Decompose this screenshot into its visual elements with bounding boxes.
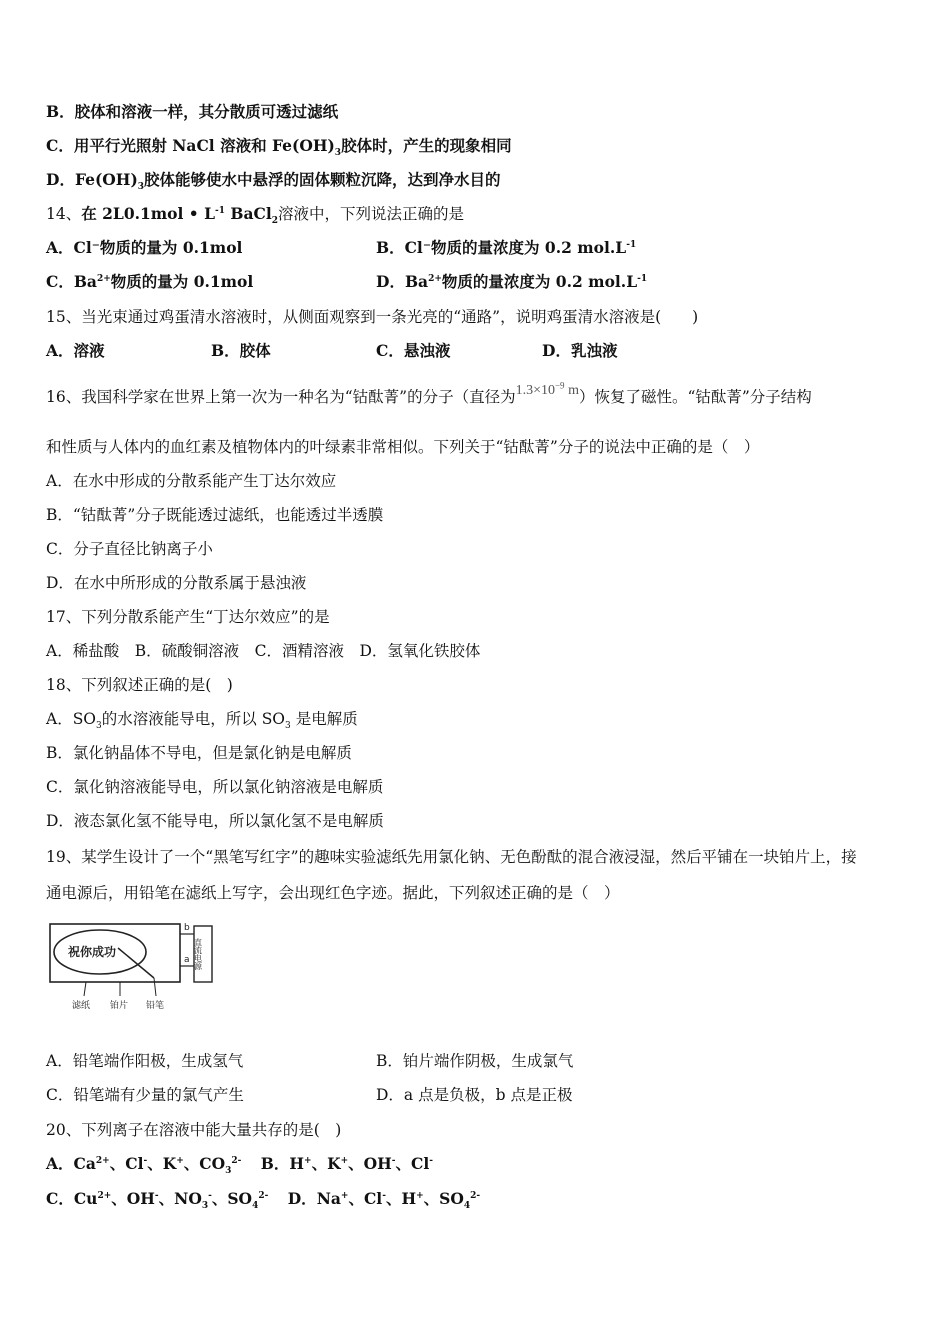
label-b: b: [184, 923, 190, 933]
molecule-diameter: $1.3\times 10^{-9}$ m: [515, 380, 579, 398]
q19-stem-line2: 通电源后，用铅笔在滤纸上写字，会出现红色字迹。据此，下列叙述正确的是（ ）: [46, 884, 620, 902]
q15-option-b: B．胶体: [211, 341, 271, 360]
ion-list: [316, 1189, 481, 1212]
label-a: a: [184, 955, 190, 965]
q14-options-row1: [46, 238, 906, 258]
q13-option-b: B．胶体和溶液一样，其分散质可透过滤纸: [46, 102, 339, 121]
q15-option-a: A．溶液: [46, 341, 105, 360]
ion: 、K+: [147, 1154, 184, 1173]
q16-stem-line2: 和性质与人体内的血红素及植物体内的叶绿素非常相似。下列关于“钴酞菁”分子的说法中正确的是（ ）: [46, 438, 760, 456]
ion-list: [73, 1154, 242, 1177]
q20-option-d: D．Na+、Cl-、H+、$SO_4^{2-}$: [287, 1189, 481, 1212]
pencil-line: [118, 948, 154, 978]
q18-option-b: B．氯化钠晶体不导电，但是氯化钠是电解质: [46, 744, 352, 762]
q14-option-a: A．Cl⁻物质的量为 0.1mol: [46, 238, 243, 257]
q14-option-c: C．$Ba^{2+}$物质的量为 0.1mol: [46, 272, 254, 291]
q14-options-row2: [46, 272, 906, 292]
power-supply-text: 直流电源: [193, 938, 203, 970]
q13-option-d: D．$Fe(OH)_3$胶体能够使水中悬浮的固体颗粒沉降，达到净水目的: [46, 170, 501, 193]
q19-option-b: B．铂片端作阴极，生成氯气: [376, 1052, 574, 1070]
ion: 、Cl-: [109, 1154, 148, 1173]
q14-stem: 14、在 2L0.1mol • $L^{-1}$ BaCl$_2$溶液中，下列说法正确的是: [46, 204, 465, 227]
q17-options: A．稀盐酸 B．硫酸铜溶液 C．酒精溶液 D．氢氧化铁胶体: [46, 642, 481, 660]
paper-text: 祝你成功: [68, 945, 117, 959]
ion: 、K+: [311, 1154, 349, 1173]
ion-list: [73, 1189, 269, 1212]
q19-options-row1: [46, 1051, 906, 1071]
q15-stem: 15、当光束通过鸡蛋清水溶液时，从侧面观察到一条光亮的“通路”，说明鸡蛋清水溶液是( ): [46, 308, 699, 326]
q20-options-row2: [46, 1189, 481, 1212]
electrolysis-diagram: [46, 920, 236, 1010]
ion: $Ca^{2+}$: [73, 1154, 110, 1173]
ion: 、Cl-: [395, 1154, 433, 1173]
q16-option-d: D．在水中所形成的分散系属于悬浊液: [46, 574, 307, 592]
q18-option-c: C．氯化钠溶液能导电，所以氯化钠溶液是电解质: [46, 778, 384, 796]
ion: 、$NO_3^-$: [158, 1189, 212, 1212]
q18-option-a: A．$SO_3$的水溶液能导电，所以 $SO_3$ 是电解质: [46, 710, 358, 732]
q19-option-d: D．a 点是负极，b 点是正极: [376, 1086, 573, 1104]
q19-options-row2: [46, 1085, 906, 1105]
ion: 、OH-: [348, 1154, 396, 1173]
ion: 、Cl-: [348, 1189, 386, 1208]
q20-option-c: C．$Cu^{2+}$、OH-、$NO_3^-$、$SO_4^{2-}$: [46, 1189, 269, 1212]
ion: 、$SO_4^{2-}$: [211, 1189, 269, 1212]
q15-option-c: C．悬浊液: [376, 341, 451, 360]
q16-option-b: B．“钴酞菁”分子既能透过滤纸，也能透过半透膜: [46, 506, 384, 524]
ion: 、$CO_3^{2-}$: [183, 1154, 242, 1177]
q20-option-b: B．H+、K+、OH-、Cl-: [260, 1154, 433, 1173]
q13-option-c: C．用平行光照射 NaCl 溶液和 $Fe(OH)_3$胶体时，产生的现象相同: [46, 136, 512, 159]
q20-stem: 20、下列离子在溶液中能大量共存的是( ): [46, 1121, 342, 1139]
label-filter: 滤纸: [72, 1001, 91, 1010]
q17-stem: 17、下列分散系能产生“丁达尔效应”的是: [46, 608, 330, 626]
ion-list: [289, 1154, 433, 1173]
q18-option-d: D．液态氯化氢不能导电，所以氯化氢不是电解质: [46, 812, 384, 830]
ion: H+: [289, 1154, 312, 1173]
q19-option-c: C．铅笔端有少量的氯气产生: [46, 1086, 244, 1104]
label-plate: 铂片: [110, 1001, 129, 1010]
q15-option-d: D．乳浊液: [542, 341, 618, 360]
q16-stem-line1: 16、我国科学家在世界上第一次为一种名为“钴酞菁”的分子（直径为$1.3\times 10^{-9}$ m）恢复了磁性。“钴酞菁”分子结构: [46, 380, 812, 406]
q19-stem-line1: 19、某学生设计了一个“黑笔写红字”的趣味实验滤纸先用氯化钠、无色酚酞的混合液浸湿，然后平铺在一块铂片上，接: [46, 848, 857, 866]
q19-option-a: A．铅笔端作阳极，生成氢气: [46, 1052, 244, 1070]
label-pencil: 铅笔: [146, 1001, 165, 1010]
q20-options-row1: [46, 1154, 433, 1177]
leader-pencil: [154, 978, 156, 996]
ion: Na+: [316, 1189, 349, 1208]
ion: 、H+: [385, 1189, 424, 1208]
q14-option-d: D．$Ba^{2+}$物质的量浓度为 0.2 $mol.L^{-1}$: [376, 272, 648, 291]
leader-filter: [84, 982, 86, 996]
q16-option-c: C．分子直径比钠离子小: [46, 540, 213, 558]
ion: 、OH-: [111, 1189, 159, 1208]
q16-option-a: A．在水中形成的分散系能产生丁达尔效应: [46, 472, 337, 490]
ion: 、$SO_4^{2-}$: [423, 1189, 481, 1212]
q14-option-b: B．Cl⁻物质的量浓度为 0.2 $mol.L^{-1}$: [376, 238, 637, 257]
ion: $Cu^{2+}$: [73, 1189, 112, 1208]
q18-stem: 18、下列叙述正确的是( ): [46, 676, 233, 694]
q20-option-a: A．$Ca^{2+}$、Cl-、K+、$CO_3^{2-}$: [46, 1154, 242, 1177]
